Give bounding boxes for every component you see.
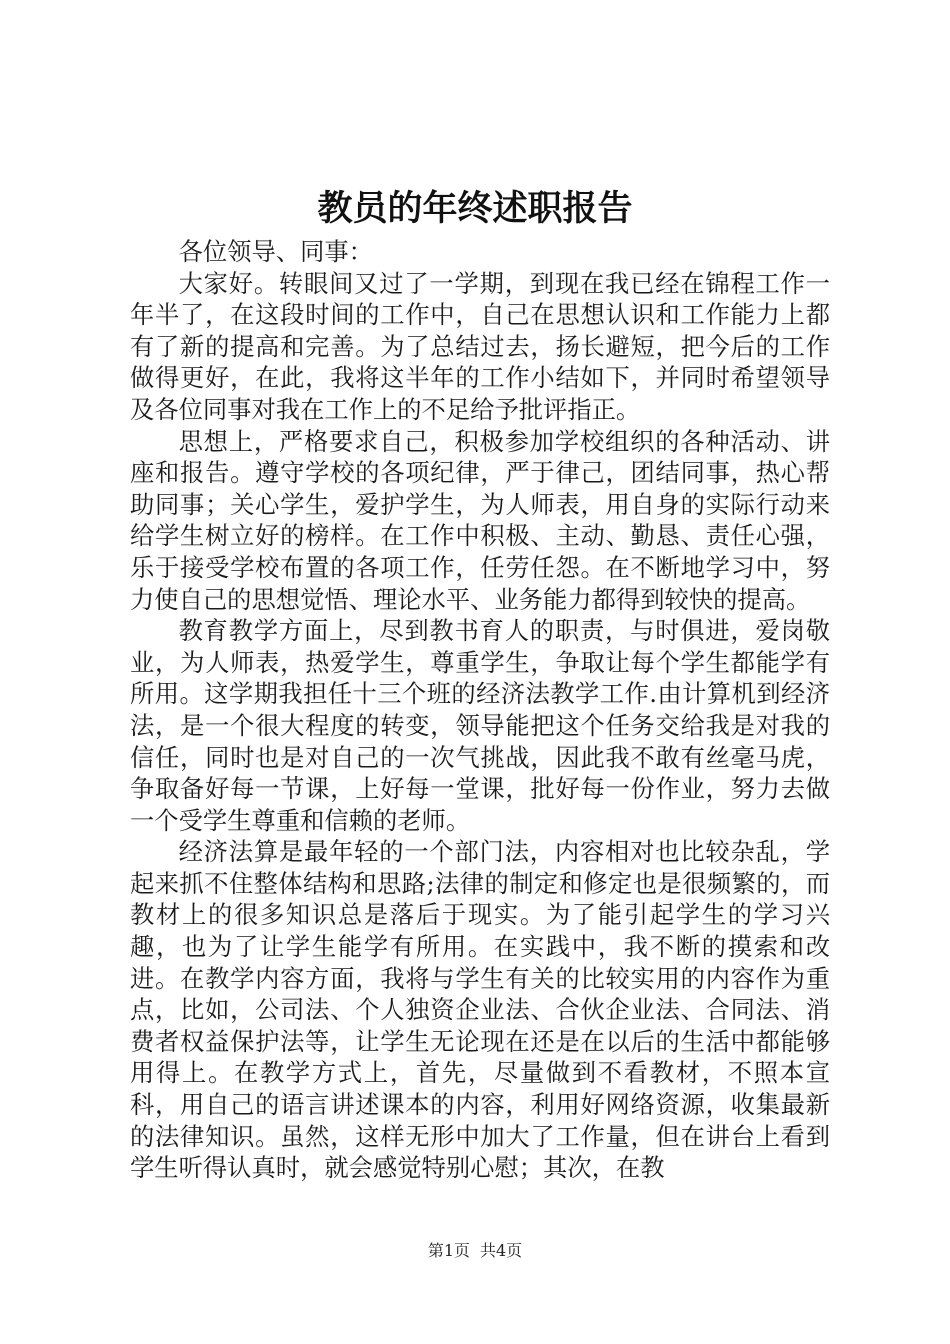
paragraph: 大家好。转眼间又过了一学期，到现在我已经在锦程工作一年半了，在这段时间的工作中，自己在思想认识和工作能力上都有了新的提高和完善。为了总结过去，扬长避短，把今后的工作做得更好，在此，我将这半年的工作小结如下，并同时希望领导及各位同事对我在工作上的不足给予批评指正。 — [130, 268, 830, 424]
paragraph: 经济法算是最年轻的一个部门法，内容相对也比较杂乱，学起来抓不住整体结构和思路;法律的制定和修定也是很频繁的，而教材上的很多知识总是落后于现实。为了能引起学生的学习兴趣，也为了让学生能学有所用。在实践中，我不断的摸索和改进。在教学内容方面，我将与学生有关的比较实用的内容作为重点，比如，公司法、个人独资企业法、合伙企业法、合同法、消费者权益保护法等，让学生无论现在还是在以后的生活中都能够用得上。在教学方式上，首先，尽量做到不看教材，不照本宣科，用自己的语言讲述课本的内容，利用好网络资源，收集最新的法律知识。虽然，这样无形中加大了工作量，但在讲台上看到学生听得认真时，就会感觉特别心慰；其次，在教 — [130, 837, 830, 1183]
paragraph: 教育教学方面上，尽到教书育人的职责，与时俱进，爱岗敬业，为人师表，热爱学生，尊重学生，争取让每个学生都能学有所用。这学期我担任十三个班的经济法教学工作.由计算机到经济法，是一个很大程度的转变，领导能把这个任务交给我是对我的信任，同时也是对自己的一次气挑战，因此我不敢有丝毫马虎，争取备好每一节课，上好每一堂课，批好每一份作业，努力去做一个受学生尊重和信赖的老师。 — [130, 616, 830, 835]
page-number: 第1页 — [427, 1241, 470, 1260]
salutation: 各位领导、同事： — [178, 237, 373, 266]
page-footer — [0, 1240, 950, 1262]
page-total: 共4页 — [480, 1241, 523, 1260]
paragraph: 思想上，严格要求自己，积极参加学校组织的各种活动、讲座和报告。遵守学校的各项纪律，严于律己，团结同事，热心帮助同事；关心学生，爱护学生，为人师表，用自身的实际行动来给学生树立好的榜样。在工作中积极、主动、勤恳、责任心强，乐于接受学校布置的各项工作，任劳任怨。在不断地学习中，努力使自己的思想觉悟、理论水平、业务能力都得到较快的提高。 — [130, 426, 830, 614]
document-body — [130, 236, 830, 1184]
document-title: 教员的年终述职报告 — [317, 188, 633, 229]
